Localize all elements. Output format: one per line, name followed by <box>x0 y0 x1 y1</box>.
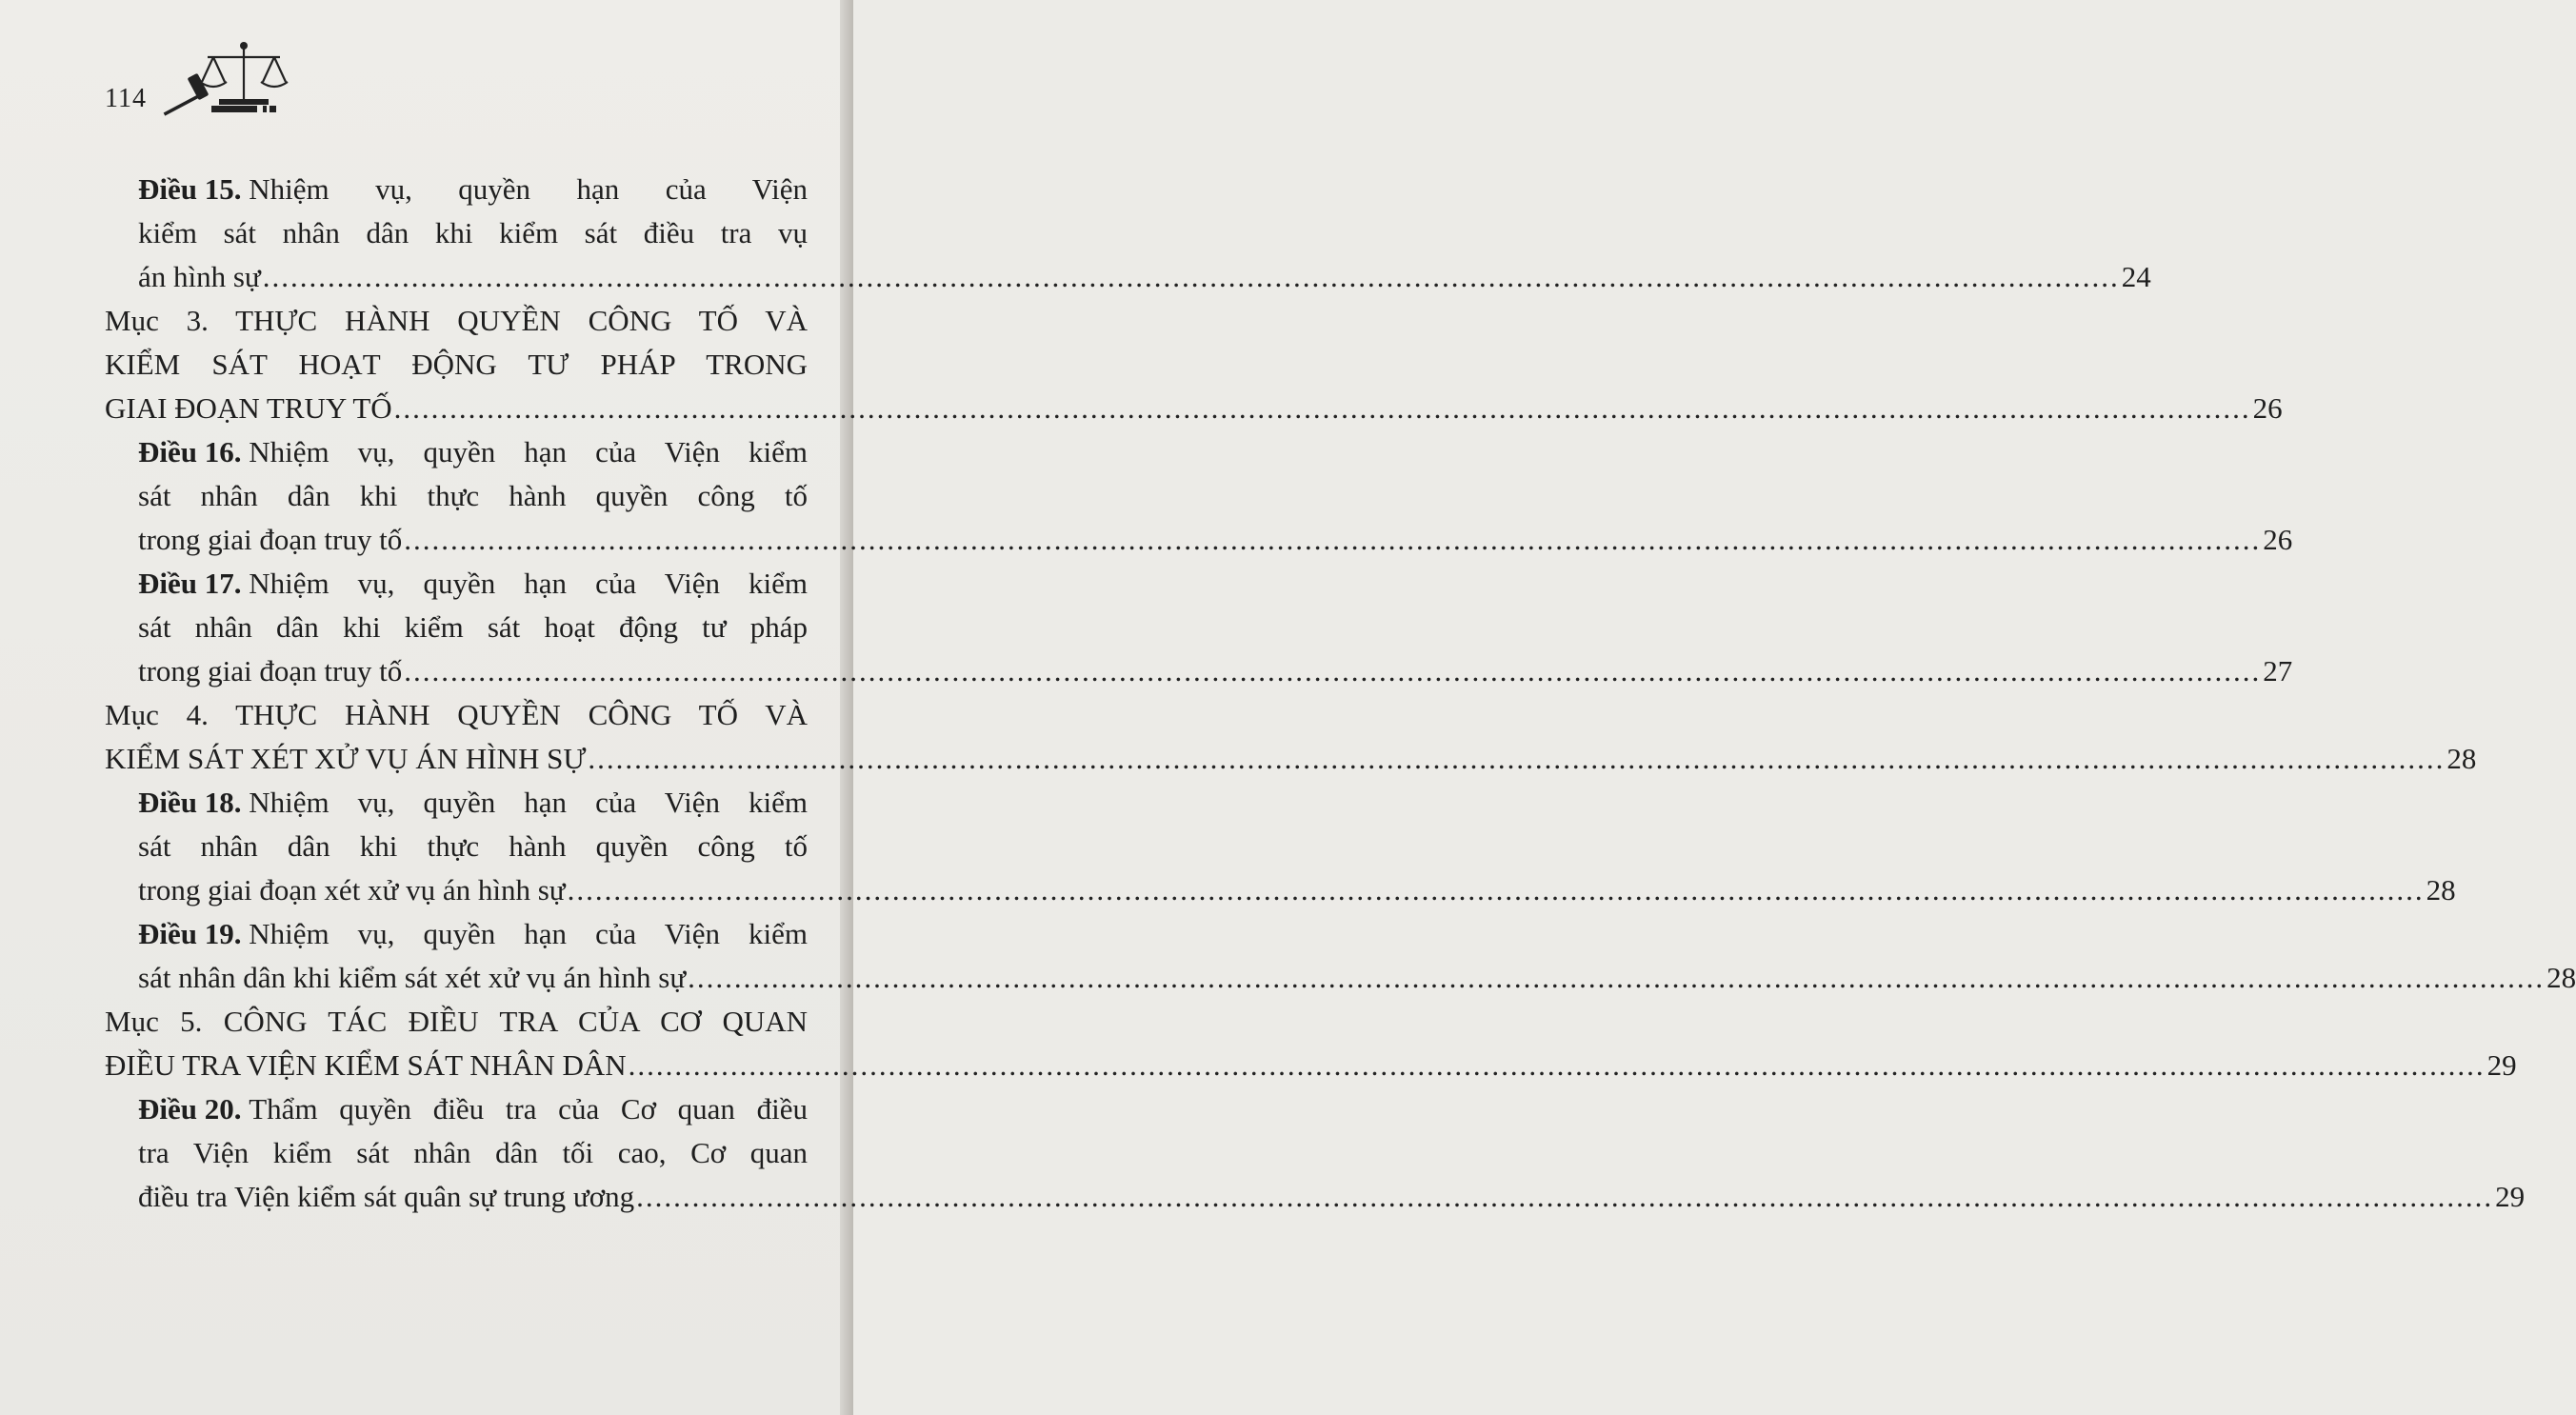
dot-leader: ........................................................................................................................................................................................................ <box>567 873 2425 907</box>
toc-line-text: sát nhân dân khi kiểm sát xét xử vụ án hình sự <box>138 961 687 994</box>
toc-line-text: Mục 3. THỰC HÀNH QUYỀN CÔNG TỐ VÀ <box>105 304 808 337</box>
toc-line-text: Mục 4. THỰC HÀNH QUYỀN CÔNG TỐ VÀ <box>105 698 808 731</box>
toc-line-text: án hình sự <box>138 260 261 293</box>
toc-section-entry <box>0 693 2477 781</box>
toc-line <box>0 518 2293 562</box>
scales-of-justice-gavel-icon <box>158 38 329 121</box>
toc-line <box>0 168 853 211</box>
toc-line <box>0 1175 2526 1219</box>
toc-line <box>0 1131 853 1175</box>
toc-article-entry <box>0 168 2151 299</box>
toc-line <box>0 211 853 255</box>
dot-leader: ........................................................................................................................................................................................................ <box>393 391 2251 425</box>
toc-line-text: sát nhân dân khi kiểm sát hoạt động tư pháp <box>138 610 808 644</box>
table-of-contents <box>0 168 2576 1219</box>
toc-line <box>0 1087 853 1131</box>
toc-line-text: trong giai đoạn truy tố <box>138 654 403 688</box>
toc-line-text: Nhiệm vụ, quyền hạn của Viện <box>249 172 808 206</box>
toc-line-text: sát nhân dân khi thực hành quyền công tố <box>138 829 808 863</box>
page-header <box>105 38 333 124</box>
toc-line <box>0 255 2151 299</box>
toc-article-entry <box>0 1087 2526 1219</box>
toc-section-entry <box>0 1000 2517 1087</box>
toc-line <box>0 912 853 956</box>
toc-line <box>0 562 853 606</box>
toc-line <box>0 1000 853 1044</box>
toc-line-text: Nhiệm vụ, quyền hạn của Viện kiểm <box>249 435 808 468</box>
toc-line <box>0 299 853 343</box>
toc-line <box>0 387 2283 430</box>
toc-line <box>0 430 853 474</box>
toc-page-number: 26 <box>2263 523 2293 556</box>
toc-line-text: GIAI ĐOẠN TRUY TỐ <box>105 391 392 425</box>
dot-leader: ........................................................................................................................................................................................................ <box>636 1180 2494 1213</box>
toc-line <box>0 474 853 518</box>
toc-line <box>0 737 2477 781</box>
toc-section-entry <box>0 299 2283 430</box>
page-number: 114 <box>105 84 147 113</box>
article-label: Điều 16. <box>138 435 242 468</box>
toc-line-text: sát nhân dân khi thực hành quyền công tố <box>138 479 808 512</box>
toc-page-number: 29 <box>2495 1180 2526 1213</box>
toc-article-entry <box>0 781 2456 912</box>
toc-article-entry <box>0 430 2293 562</box>
toc-line-text: KIỂM SÁT HOẠT ĐỘNG TƯ PHÁP TRONG <box>105 348 808 381</box>
toc-line-text: trong giai đoạn truy tố <box>138 523 403 556</box>
toc-page-number: 29 <box>2486 1048 2517 1082</box>
toc-page-number: 26 <box>2252 391 2283 425</box>
dot-leader: ........................................................................................................................................................................................................ <box>404 523 2262 556</box>
toc-line <box>0 781 853 825</box>
dot-leader: ........................................................................................................................................................................................................ <box>628 1048 2486 1082</box>
article-label: Điều 20. <box>138 1092 242 1126</box>
toc-line-text: điều tra Viện kiểm sát quân sự trung ương <box>138 1180 635 1213</box>
article-label: Điều 15. <box>138 172 242 206</box>
toc-line-text: Nhiệm vụ, quyền hạn của Viện kiểm <box>249 786 808 819</box>
toc-line <box>0 956 2576 1000</box>
toc-line-text: Nhiệm vụ, quyền hạn của Viện kiểm <box>249 917 808 950</box>
toc-line-text: Nhiệm vụ, quyền hạn của Viện kiểm <box>249 567 808 600</box>
toc-line-text: tra Viện kiểm sát nhân dân tối cao, Cơ quan <box>138 1136 808 1169</box>
dot-leader: ........................................................................................................................................................................................................ <box>588 742 2446 775</box>
dot-leader: ........................................................................................................................................................................................................ <box>262 260 2120 293</box>
toc-line <box>0 649 2293 693</box>
toc-line-text: kiểm sát nhân dân khi kiểm sát điều tra vụ <box>138 216 808 249</box>
toc-line <box>0 1044 2517 1087</box>
dot-leader: ........................................................................................................................................................................................................ <box>404 654 2262 688</box>
toc-line <box>0 343 853 387</box>
toc-page-number: 28 <box>2546 961 2576 994</box>
toc-line <box>0 693 853 737</box>
toc-article-entry <box>0 912 2576 1000</box>
toc-line-text: Thẩm quyền điều tra của Cơ quan điều <box>249 1092 808 1126</box>
toc-line-text: trong giai đoạn xét xử vụ án hình sự <box>138 873 566 907</box>
article-label: Điều 19. <box>138 917 242 950</box>
toc-line-text: ĐIỀU TRA VIỆN KIỂM SÁT NHÂN DÂN <box>105 1048 627 1082</box>
toc-page-number: 27 <box>2263 654 2293 688</box>
dot-leader: ........................................................................................................................................................................................................ <box>688 961 2546 994</box>
toc-line-text: Mục 5. CÔNG TÁC ĐIỀU TRA CỦA CƠ QUAN <box>105 1005 808 1038</box>
toc-line <box>0 825 853 868</box>
toc-page-number: 28 <box>2426 873 2456 907</box>
toc-page-number: 24 <box>2121 260 2151 293</box>
article-label: Điều 18. <box>138 786 242 819</box>
article-label: Điều 17. <box>138 567 242 600</box>
toc-article-entry <box>0 562 2293 693</box>
toc-line <box>0 606 853 649</box>
toc-line-text: KIỂM SÁT XÉT XỬ VỤ ÁN HÌNH SỰ <box>105 742 587 775</box>
toc-line <box>0 868 2456 912</box>
toc-page-number: 28 <box>2446 742 2477 775</box>
